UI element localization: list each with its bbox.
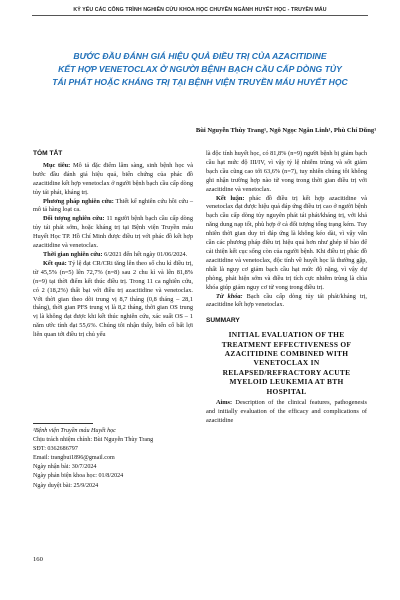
results-continued: là độc tính huyết học, có 81,8% (n=9) người bệnh bị giảm bạch cầu hạt mức độ III/IV, vì vậy tỷ lệ nhiễm trùng và sốt giảm bạch cầu cũng cao tới 63,6% (n=7), tuy nhiên chúng tôi không ghi nhận trường hợp nào tử vong trong thời gian điều trị với azacitidine và venetoclax.	[206, 150, 367, 193]
keywords-text: Bạch cầu cấp dòng tủy tái phát/kháng trị, azacitidine kết hợp venetoclax.	[206, 292, 367, 309]
footnote	[33, 427, 198, 491]
authors: Bùi Nguyễn Thùy Trang¹, Ngô Ngọc Ngân Linh¹, Phù Chí Dũng¹	[195, 127, 377, 134]
en-title-line: HOSPITAL	[266, 386, 307, 396]
objective-label: Mục tiêu:	[43, 161, 71, 169]
summary-heading-en: SUMMARY	[206, 317, 240, 325]
conclusion-paragraph	[206, 195, 367, 293]
english-title	[206, 330, 367, 396]
subjects-label: Đối tượng nghiên cứu:	[43, 215, 105, 223]
title-line: TÁI PHÁT HOẶC KHÁNG TRỊ TẠI BỆNH VIỆN TRUYỀN MÁU HUYẾT HỌC	[52, 76, 348, 87]
en-title-line: AZACITIDINE COMBINED WITH	[224, 349, 349, 359]
results-paragraph	[33, 260, 193, 340]
objective-paragraph	[33, 162, 193, 198]
results-text: Tỷ lệ đạt CR/CRi tăng lên theo số chu kì điều trị, từ 45,5% (n=5) lên 72,7% (n=8) sau 2 chu kì và lên 81,8% (n=9) tại thời điểm kết thúc điều trị. Trong 11 ca nghiên cứu, có 2 (18,2%) thất bại với điều trị azacitidine và venetoclax. Với thời gian theo dõi trung vị 8,7 tháng (0,8 tháng – 28,1 tháng), thời gian PFS trung vị là 8,2 tháng, thời gian OS trung vị là không đạt được khi kết thúc nghiên cứu, xác suất OS – 1 năm ước tính đạt 55,6%. Chúng tôi nhận thấy, biến cố bất lợi liên quan tới điều trị chủ yếu	[33, 259, 193, 339]
aims-label: Aims:	[216, 399, 233, 407]
aims-text: Description of the clinical features, pathogenesis and initially evaluation of the efficacy and complications of azacitidine	[206, 399, 367, 424]
results-label: Kết quả:	[43, 259, 67, 267]
footnote-divider	[33, 423, 93, 424]
time-label: Thời gian nghiên cứu:	[43, 250, 103, 258]
keywords-paragraph	[206, 293, 367, 311]
footnote-line: Ngày duyệt bài: 25/9/2024	[33, 482, 99, 489]
summary-heading-vi: TÓM TẮT	[33, 150, 63, 157]
methods-text: Thiết kế nghiên cứu hồi cứu – mô tả hàng loạt ca.	[33, 197, 194, 214]
footnote-line: Ngày phản biện khoa học: 01/8/2024	[33, 473, 124, 480]
subjects-paragraph	[33, 215, 193, 251]
title-line: KẾT HỢP VENETOCLAX Ở NGƯỜI BỆNH BẠCH CẦU CẤP DÒNG TỦY	[58, 63, 342, 74]
title-line: BƯỚC ĐẦU ĐÁNH GIÁ HIỆU QUẢ ĐIỀU TRỊ CỦA AZACITIDINE	[73, 51, 327, 61]
footnote-line: SĐT: 0362686797	[33, 446, 78, 453]
objective-text: Mô tả đặc điểm lâm sàng, sinh bệnh học và bước đầu đánh giá hiệu quả, biến chứng của phác đồ azacitidine kết hợp venetoclax ở người bệnh bạch cầu cấp dòng tủy tái phát, kháng trị.	[33, 161, 193, 196]
header-divider	[32, 15, 368, 16]
en-title-line: INITIAL EVALUATION OF THE	[228, 330, 345, 340]
conclusion-text: phác đồ điều trị kết hợp azacitidine và venetoclax đạt được hiệu quả đáp ứng điều trị cao ở người bệnh bạch cầu cấp dòng tủy nguyên phát tái phát/kháng trị, với khả năng dung nạp tốt, phù hợp ở cả đối tượng tổng trạng kém. Tuy nhiên thời gian duy trì đáp ứng là không kéo dài, vì vậy vẫn cần các phương pháp điều trị hiệu quả hơn như ghép tế bào để cải thiện kết cục sống còn của người bệnh. Khi điều trị phác đồ azacitidine và venetoclax, độc tính về huyết học là thường gặp, nhất là nguy cơ giảm bạch cầu hạt mức độ nặng, vì vậy dự phòng, phát hiện sớm và điều trị tích cực nhiễm trùng là chìa khóa giúp giảm nguy cơ tử vong trong điều trị.	[206, 194, 367, 291]
time-text: 6/2021 đến hết ngày 01/06/2024.	[102, 250, 188, 258]
en-title-line: TREATMENT EFFECTIVENESS OF	[221, 339, 352, 349]
article-title	[34, 50, 366, 88]
affiliation: ¹Bệnh viện Truyền máu Huyết học	[33, 428, 116, 434]
right-column	[206, 150, 367, 426]
subjects-text: 11 người bệnh bạch cầu cấp dòng tủy tái phát sớm, hoặc kháng trị tại Bệnh viện Truyền máu Huyết Học TP. Hồ Chí Minh được điều trị với phác đồ kết hợp azacitidine và venetoclax.	[33, 215, 193, 250]
methods-paragraph	[33, 198, 193, 216]
footnote-line: Email: trangbui1896@gmail.com	[33, 455, 115, 462]
journal-header: KỶ YẾU CÁC CÔNG TRÌNH NGHIÊN CỨU KHOA HỌC CHUYÊN NGÀNH HUYẾT HỌC - TRUYỀN MÁU	[73, 7, 327, 13]
footnote-line: Chịu trách nhiệm chính: Bùi Nguyễn Thùy Trang	[33, 437, 154, 444]
en-title-line: MYELOID LEUKEMIA AT BTH	[229, 377, 344, 387]
methods-label: Phương pháp nghiên cứu:	[43, 197, 114, 205]
left-column	[33, 150, 193, 340]
page-number: 160	[33, 556, 43, 563]
time-paragraph	[33, 251, 193, 260]
en-title-line: VENETOCLAX IN	[253, 358, 320, 368]
footnote-line: Ngày nhận bài: 30/7/2024	[33, 464, 97, 471]
keywords-label: Từ khóa:	[216, 292, 243, 300]
aims-paragraph	[206, 399, 367, 426]
conclusion-label: Kết luận:	[216, 194, 245, 202]
en-title-line: RELAPSED/REFRACTORY ACUTE	[222, 367, 351, 377]
